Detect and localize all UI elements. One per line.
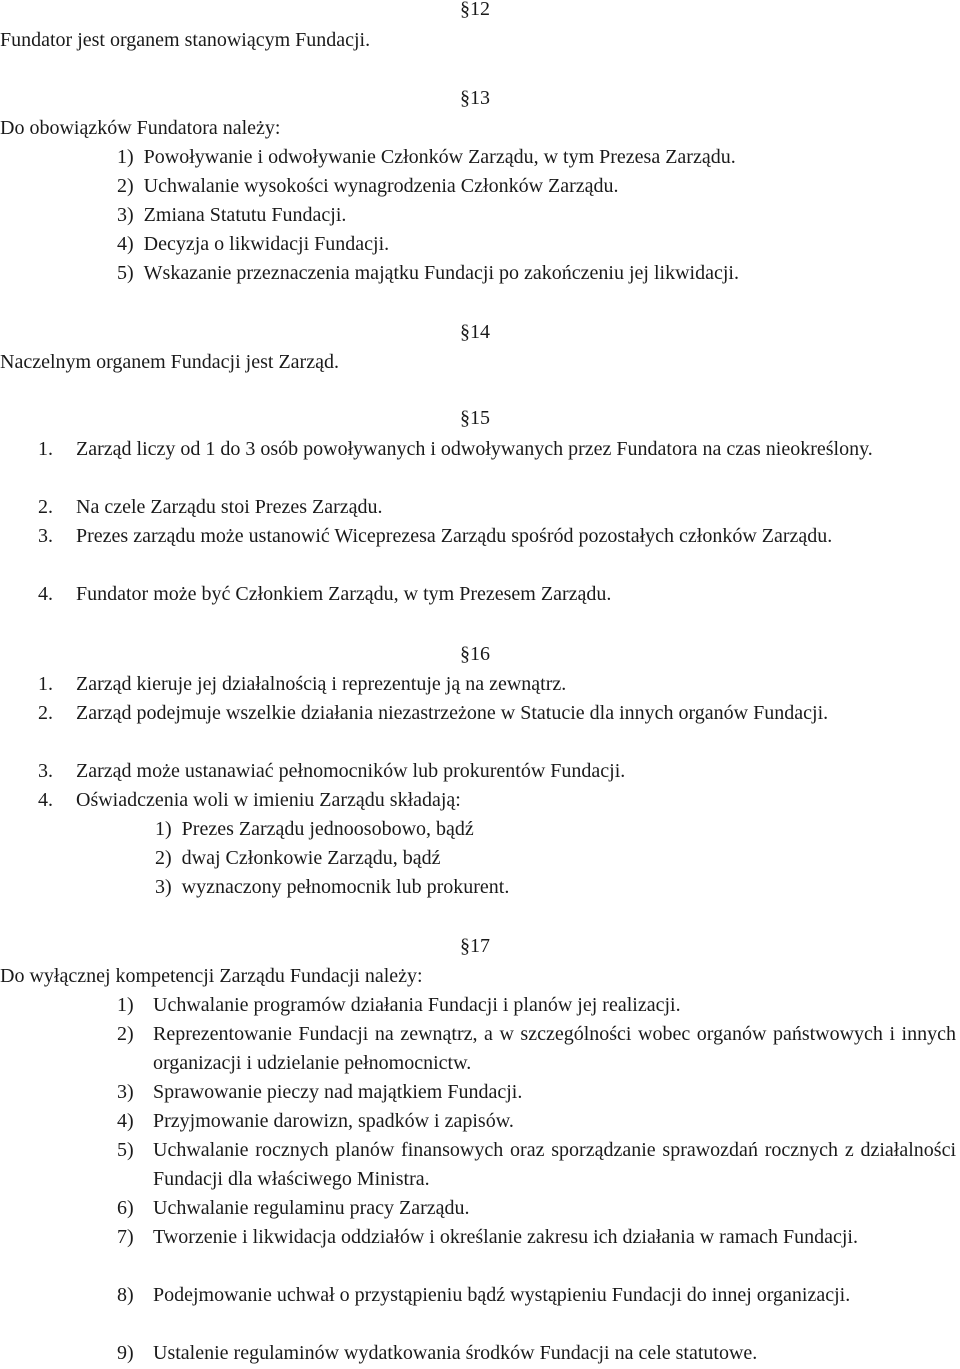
section-14-heading <box>460 318 490 347</box>
section-13-item-2 <box>117 172 619 201</box>
section-13-item-5 <box>117 259 739 288</box>
section-17-item-2 <box>0 1020 956 1078</box>
section-15-heading <box>460 404 490 433</box>
item-text: Uchwalanie wysokości wynagrodzenia Członków Zarządu. <box>143 175 619 197</box>
item-text: Przyjmowanie darowizn, spadków i zapisów. <box>153 1110 514 1132</box>
item-text: Powoływanie i odwoływanie Członków Zarządu, w tym Prezesa Zarządu. <box>143 146 736 168</box>
section-16-item-2 <box>0 699 956 728</box>
item-text: Zarząd może ustanawiać pełnomocników lub prokurentów Fundacji. <box>76 760 626 782</box>
item-number: 3. <box>38 760 53 782</box>
section-13-intro: Do obowiązków Fundatora należy: <box>0 117 281 139</box>
section-12-text: Fundator jest organem stanowiącym Fundacji. <box>0 29 371 51</box>
section-17-intro: Do wyłącznej kompetencji Zarządu Fundacji należy: <box>0 965 423 987</box>
item-text: Na czele Zarządu stoi Prezes Zarządu. <box>76 496 383 518</box>
item-text: Prezes zarządu może ustanowić Wiceprezesa Zarządu spośród pozostałych członków Zarządu. <box>76 525 833 547</box>
item-text: wyznaczony pełnomocnik lub prokurent. <box>181 876 510 898</box>
section-16-subitem-1 <box>155 815 474 844</box>
item-text: Ustalenie regulaminów wydatkowania środków Fundacji na cele statutowe. <box>153 1342 758 1364</box>
item-number: 1) <box>117 994 134 1016</box>
item-text: Uchwalanie regulaminu pracy Zarządu. <box>153 1197 470 1219</box>
section-15-item-3 <box>0 522 956 551</box>
item-text: Fundator może być Członkiem Zarządu, w tym Prezesem Zarządu. <box>76 583 612 605</box>
item-text: Decyzja o likwidacji Fundacji. <box>143 233 390 255</box>
section-13-item-1 <box>117 143 736 172</box>
item-number: 3. <box>38 525 53 547</box>
section-17-item-5 <box>0 1136 956 1194</box>
item-text: Zarząd liczy od 1 do 3 osób powoływanych i odwoływanych przez Fundatora na czas nieokreślony. <box>76 438 873 460</box>
section-13-item-4 <box>117 230 389 259</box>
item-number: 8) <box>117 1284 134 1306</box>
section-17-item-8 <box>0 1281 956 1310</box>
section-12-heading <box>460 0 490 24</box>
item-number: 7) <box>117 1226 134 1248</box>
item-number: 1) <box>117 146 134 168</box>
section-15-item-1 <box>0 435 956 464</box>
item-text: Podejmowanie uchwał o przystąpieniu bądź wystąpieniu Fundacji do innej organizacji. <box>153 1284 851 1306</box>
section-14-marker: §14 <box>460 321 490 343</box>
section-13-item-3 <box>117 201 346 230</box>
item-number: 4. <box>38 789 53 811</box>
item-text: Wskazanie przeznaczenia majątku Fundacji po zakończeniu jej likwidacji. <box>143 262 739 284</box>
item-text: dwaj Członkowie Zarządu, bądź <box>181 847 441 869</box>
item-text: Reprezentowanie Fundacji na zewnątrz, a w szczególności wobec organów państwowych i innych organizacji i udzielanie pełnomocnictw. <box>153 1023 956 1074</box>
item-number: 1. <box>38 673 53 695</box>
item-text: Uchwalanie programów działania Fundacji i planów jej realizacji. <box>153 994 681 1016</box>
item-number: 2) <box>117 1023 134 1045</box>
section-13-heading <box>460 84 490 113</box>
item-number: 1. <box>38 438 53 460</box>
item-number: 3) <box>117 204 134 226</box>
item-number: 6) <box>117 1197 134 1219</box>
section-12-marker: §12 <box>460 0 490 20</box>
item-number: 4) <box>117 1110 134 1132</box>
item-text: Oświadczenia woli w imieniu Zarządu składają: <box>76 789 461 811</box>
item-number: 2) <box>117 175 134 197</box>
item-text: Zmiana Statutu Fundacji. <box>143 204 347 226</box>
item-number: 2. <box>38 496 53 518</box>
item-text: Sprawowanie pieczy nad majątkiem Fundacji. <box>153 1081 523 1103</box>
section-17-heading <box>460 932 490 961</box>
item-text: Uchwalanie rocznych planów finansowych oraz sporządzanie sprawozdań rocznych z działalności Fundacji dla właściwego Ministra. <box>153 1139 956 1190</box>
section-13-marker: §13 <box>460 87 490 109</box>
item-number: 2) <box>155 847 172 869</box>
item-number: 3) <box>117 1081 134 1103</box>
section-15-marker: §15 <box>460 407 490 429</box>
item-number: 5) <box>117 262 134 284</box>
item-text: Tworzenie i likwidacja oddziałów i określanie zakresu ich działania w ramach Fundacji. <box>153 1226 858 1248</box>
section-16-heading <box>460 640 490 669</box>
item-number: 2. <box>38 702 53 724</box>
item-text: Prezes Zarządu jednoosobowo, bądź <box>181 818 474 840</box>
section-17-item-7 <box>0 1223 956 1252</box>
section-14-text: Naczelnym organem Fundacji jest Zarząd. <box>0 351 339 373</box>
item-number: 4) <box>117 233 134 255</box>
item-number: 5) <box>117 1139 134 1161</box>
item-number: 1) <box>155 818 172 840</box>
item-text: Zarząd kieruje jej działalnością i reprezentuje ją na zewnątrz. <box>76 673 567 695</box>
item-number: 4. <box>38 583 53 605</box>
item-number: 9) <box>117 1342 134 1364</box>
section-16-marker: §16 <box>460 643 490 665</box>
section-16-subitem-2 <box>155 844 440 873</box>
section-17-marker: §17 <box>460 935 490 957</box>
section-16-subitem-3 <box>155 873 509 902</box>
item-text: Zarząd podejmuje wszelkie działania niezastrzeżone w Statucie dla innych organów Fundacji. <box>76 702 829 724</box>
item-number: 3) <box>155 876 172 898</box>
